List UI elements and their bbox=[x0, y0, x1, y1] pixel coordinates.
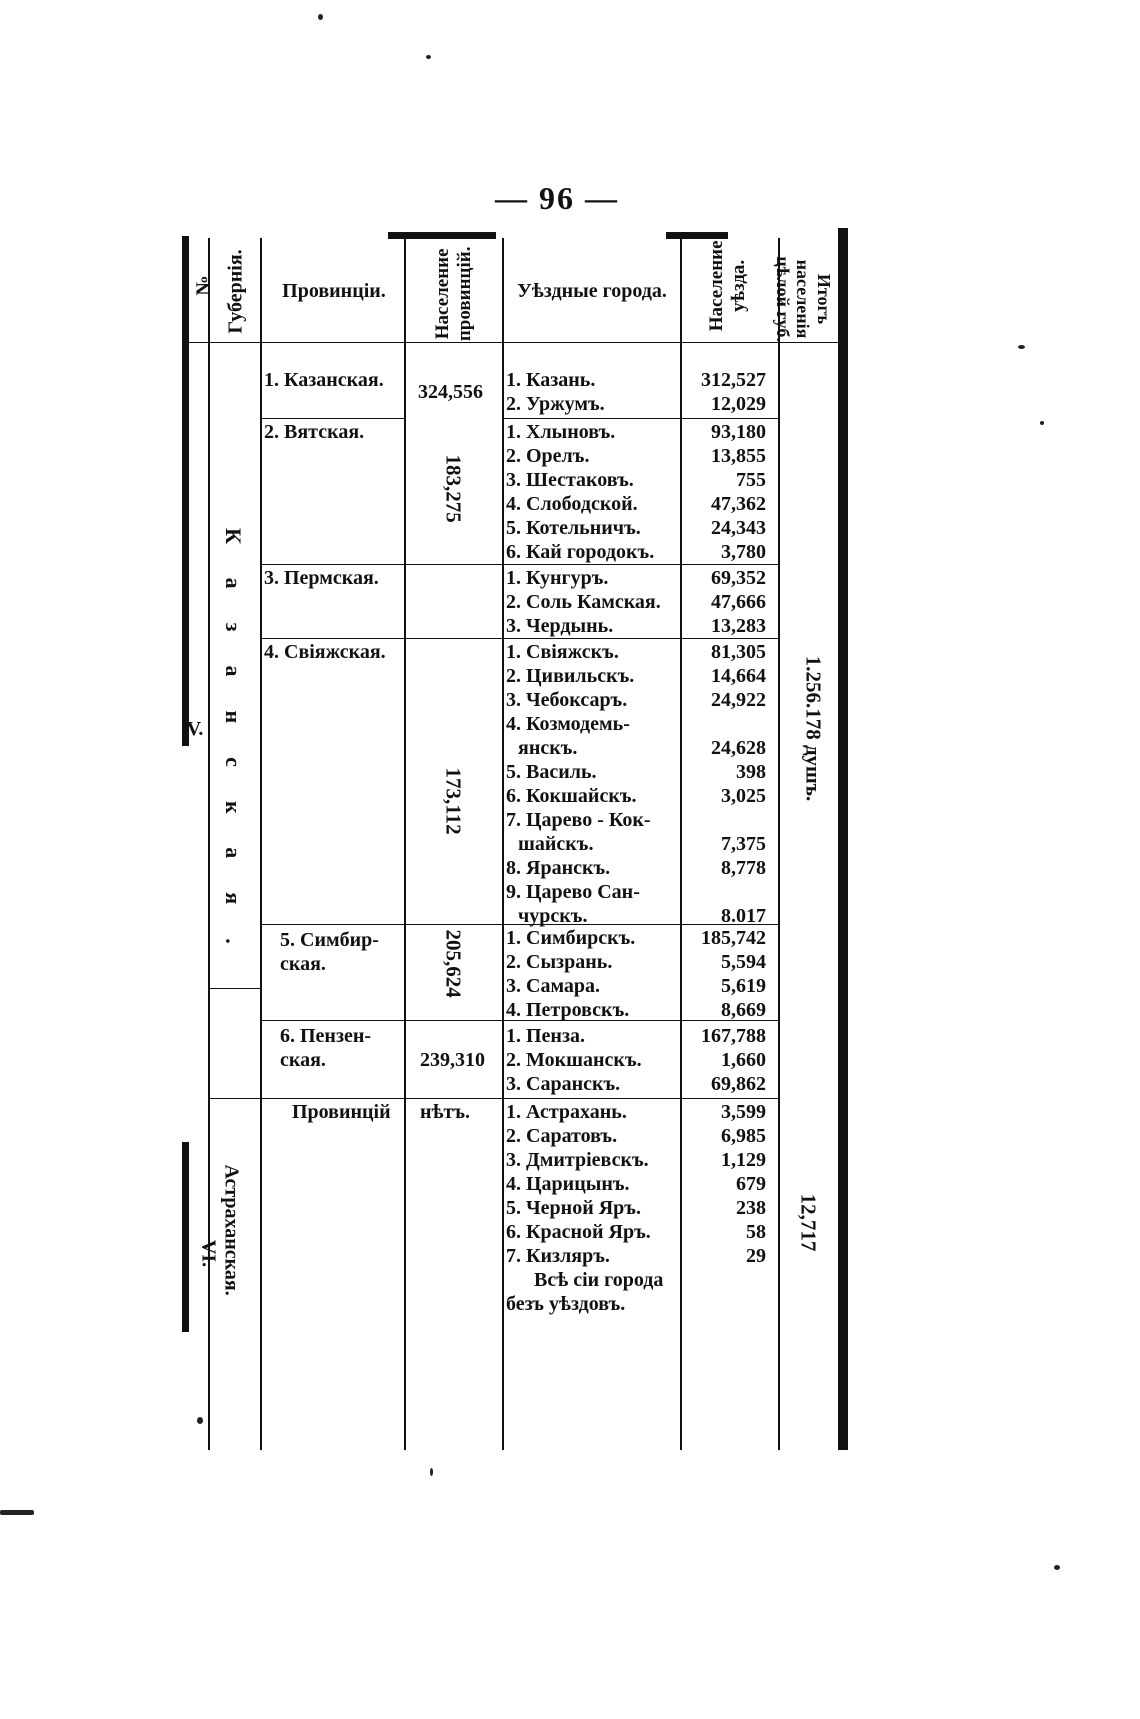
row-rule bbox=[502, 418, 778, 419]
town-population: 755 bbox=[736, 469, 766, 491]
scan-speck bbox=[1040, 421, 1044, 425]
col-line bbox=[778, 238, 780, 1450]
header-gubernia: Губернія. bbox=[224, 249, 247, 334]
col-line bbox=[404, 238, 406, 1450]
town-name: 6. Кай городокъ. bbox=[506, 541, 655, 563]
town-population: 312,527 bbox=[701, 369, 766, 391]
page-number: — 96 — bbox=[495, 180, 619, 216]
town-name: 8. Яранскъ. bbox=[506, 857, 611, 879]
town-population: 5,594 bbox=[721, 951, 766, 973]
town-population: 69,862 bbox=[711, 1073, 766, 1095]
town-population: 6,985 bbox=[721, 1125, 766, 1147]
province-name-cont: ская. bbox=[280, 1049, 326, 1071]
row-rule bbox=[208, 1098, 778, 1099]
province-name-cont: ская. bbox=[280, 953, 326, 975]
scan-speck bbox=[430, 1468, 433, 1476]
town-name: чурскъ. bbox=[518, 905, 588, 927]
town-name: 2. Уржумъ. bbox=[506, 393, 605, 415]
town-population: 3,599 bbox=[721, 1101, 766, 1123]
scan-speck bbox=[197, 1417, 203, 1424]
town-population: 8.017 bbox=[721, 905, 766, 927]
town-name: 4. Петровскъ. bbox=[506, 999, 630, 1021]
header-num: № bbox=[192, 275, 215, 296]
town-name: 2. Орелъ. bbox=[506, 445, 590, 467]
col-line bbox=[502, 238, 504, 1450]
scan-speck bbox=[1018, 345, 1025, 349]
scan-speck bbox=[0, 1510, 34, 1515]
town-name: 1. Свіяжскъ. bbox=[506, 641, 619, 663]
town-population: 3,780 bbox=[721, 541, 766, 563]
town-name: 3. Дмитріевскъ. bbox=[506, 1149, 649, 1171]
town-name: 1. Симбирскъ. bbox=[506, 927, 636, 949]
town-name: 4. Козмодемь- bbox=[506, 713, 630, 735]
town-population: 47,666 bbox=[711, 591, 766, 613]
header-towns: Уѣздные города. bbox=[517, 280, 667, 302]
header-total: Итогъ населенія цѣлой губ. bbox=[772, 256, 835, 342]
town-name: 5. Черной Яръ. bbox=[506, 1197, 641, 1219]
town-population: 13,855 bbox=[711, 445, 766, 467]
town-name: 1. Казань. bbox=[506, 369, 596, 391]
town-population: 5,619 bbox=[721, 975, 766, 997]
group-total-kazan: 1.256.178 душъ. bbox=[801, 655, 826, 802]
town-population: 1,129 bbox=[721, 1149, 766, 1171]
town-name: 4. Слободской. bbox=[506, 493, 638, 515]
note-text: безъ уѣздовъ. bbox=[506, 1293, 626, 1315]
town-population: 58 bbox=[746, 1221, 766, 1243]
town-population: 238 bbox=[736, 1197, 766, 1219]
town-name: 2. Мокшанскъ. bbox=[506, 1049, 642, 1071]
province-population: 205,624 bbox=[441, 929, 466, 998]
province-name: 4. Свіяжская. bbox=[264, 641, 386, 663]
town-name: 1. Пенза. bbox=[506, 1025, 585, 1047]
town-name: шайскъ. bbox=[518, 833, 594, 855]
town-name: 2. Цивильскъ. bbox=[506, 665, 635, 687]
town-name: 3. Чердынь. bbox=[506, 615, 614, 637]
town-population: 8,778 bbox=[721, 857, 766, 879]
group-total-astrakhan: 12,717 bbox=[796, 1193, 821, 1252]
town-population: 14,664 bbox=[711, 665, 766, 687]
province-name: 2. Вятская. bbox=[264, 421, 365, 443]
town-name: 2. Сызрань. bbox=[506, 951, 613, 973]
group-roman-vi: VI. bbox=[197, 1239, 220, 1268]
town-name: 4. Царицынъ. bbox=[506, 1173, 630, 1195]
province-name: 3. Пермская. bbox=[264, 567, 379, 589]
town-population: 69,352 bbox=[711, 567, 766, 589]
town-population: 81,305 bbox=[711, 641, 766, 663]
group-gubernia-kazan: Казанская. bbox=[221, 528, 246, 978]
province-population: 183,275 bbox=[441, 454, 466, 523]
town-population: 8,669 bbox=[721, 999, 766, 1021]
town-name: 1. Кунгуръ. bbox=[506, 567, 609, 589]
group-rule bbox=[208, 988, 260, 989]
province-name: 1. Казанская. bbox=[264, 369, 384, 391]
header-rule bbox=[188, 342, 838, 343]
town-population: 679 bbox=[736, 1173, 766, 1195]
town-name: 1. Хлыновъ. bbox=[506, 421, 616, 443]
header-provinces: Провинціи. bbox=[282, 280, 386, 302]
province-population: 239,310 bbox=[420, 1049, 485, 1071]
town-name: 7. Царево - Кок- bbox=[506, 809, 651, 831]
town-name: 6. Красной Яръ. bbox=[506, 1221, 651, 1243]
col-line bbox=[260, 238, 262, 1450]
header-prov-population: Население провинцій. bbox=[432, 246, 475, 342]
province-population: 324,556 bbox=[418, 381, 483, 403]
town-population: 24,922 bbox=[711, 689, 766, 711]
town-population: 398 bbox=[736, 761, 766, 783]
province-name: 6. Пензен- bbox=[280, 1025, 372, 1047]
town-population: 24,343 bbox=[711, 517, 766, 539]
town-name: 3. Чебоксаръ. bbox=[506, 689, 628, 711]
province-population: нѣтъ. bbox=[420, 1101, 471, 1123]
scan-speck bbox=[1054, 1565, 1060, 1570]
row-rule bbox=[260, 418, 404, 419]
left-rule-1 bbox=[182, 236, 189, 746]
town-name: 3. Саранскъ. bbox=[506, 1073, 621, 1095]
town-population: 93,180 bbox=[711, 421, 766, 443]
town-name: 7. Кизляръ. bbox=[506, 1245, 610, 1267]
town-name: 3. Шестаковъ. bbox=[506, 469, 634, 491]
group-gubernia-astrakhan: Астраханская. bbox=[220, 1164, 243, 1296]
town-population: 29 bbox=[746, 1245, 766, 1267]
town-population: 12,029 bbox=[711, 393, 766, 415]
town-name: 6. Кокшайскъ. bbox=[506, 785, 637, 807]
town-population: 3,025 bbox=[721, 785, 766, 807]
scan-speck bbox=[426, 55, 431, 59]
town-population: 185,742 bbox=[701, 927, 766, 949]
population-table bbox=[188, 238, 936, 1450]
province-name: Провинцій bbox=[292, 1101, 391, 1123]
province-population: 173,112 bbox=[441, 767, 466, 835]
town-name: 3. Самара. bbox=[506, 975, 601, 997]
town-population: 13,283 bbox=[711, 615, 766, 637]
town-name: 2. Соль Камская. bbox=[506, 591, 661, 613]
town-population: 24,628 bbox=[711, 737, 766, 759]
town-population: 1,660 bbox=[721, 1049, 766, 1071]
province-name: 5. Симбир- bbox=[280, 929, 379, 951]
town-name: янскъ. bbox=[518, 737, 578, 759]
right-rule bbox=[838, 228, 848, 1450]
town-name: 1. Астрахань. bbox=[506, 1101, 627, 1123]
town-name: 9. Царево Сан- bbox=[506, 881, 640, 903]
scan-speck bbox=[318, 14, 323, 20]
town-name: 5. Котельничъ. bbox=[506, 517, 641, 539]
town-name: 2. Саратовъ. bbox=[506, 1125, 618, 1147]
left-rule-2 bbox=[182, 1142, 189, 1332]
town-population: 47,362 bbox=[711, 493, 766, 515]
header-uezd-population: Население уѣзда. bbox=[706, 240, 749, 332]
town-population: 7,375 bbox=[721, 833, 766, 855]
note-text: Всѣ сіи города bbox=[534, 1269, 664, 1291]
town-name: 5. Василь. bbox=[506, 761, 597, 783]
group-roman-v: V. bbox=[186, 718, 204, 740]
town-population: 167,788 bbox=[701, 1025, 766, 1047]
